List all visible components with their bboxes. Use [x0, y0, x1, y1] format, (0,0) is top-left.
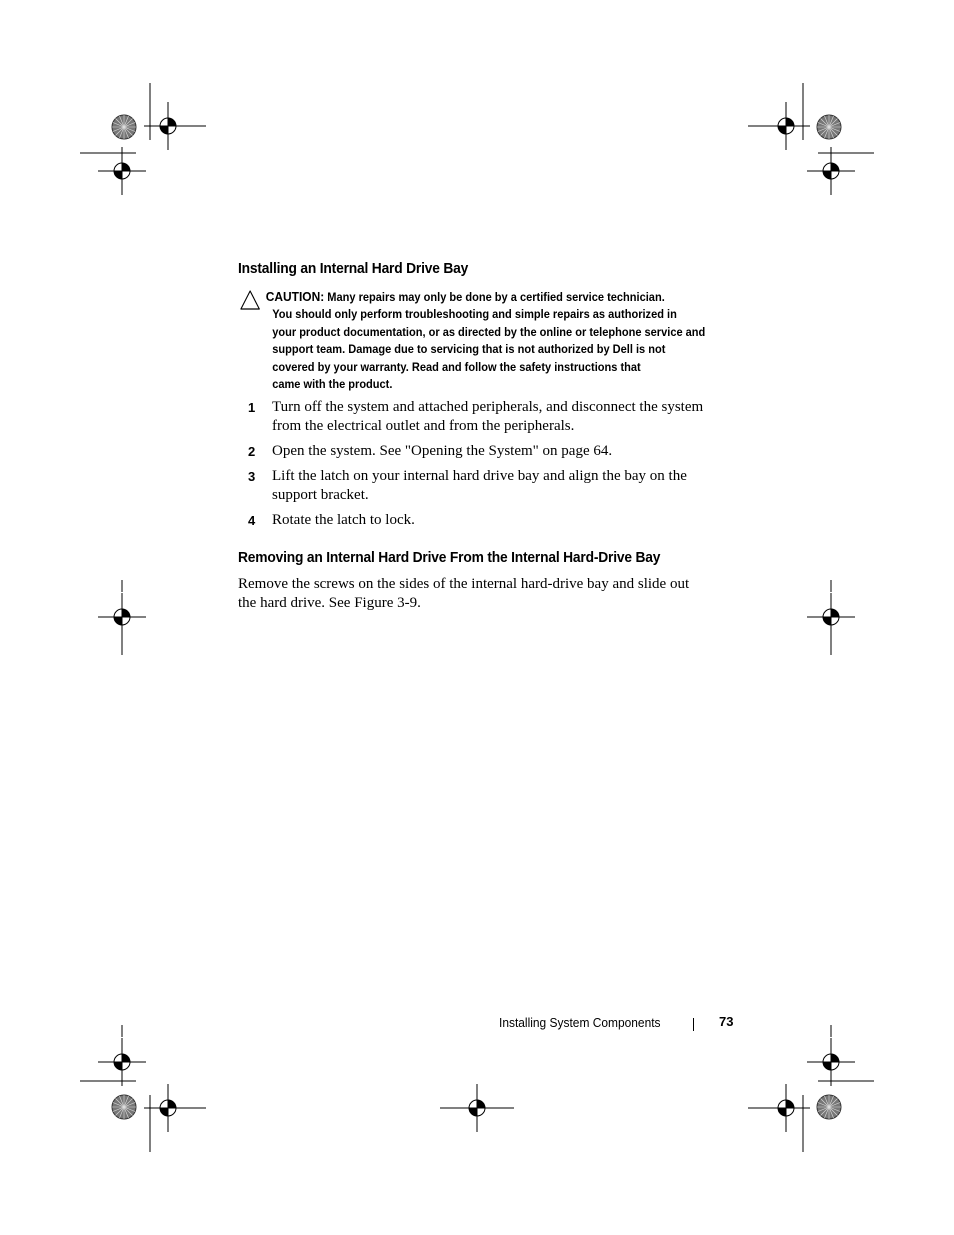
step-number: 2	[248, 444, 256, 459]
section-heading: Installing an Internal Hard Drive Bay	[238, 260, 469, 277]
footer-section-title: Installing System Components	[499, 1015, 661, 1030]
body-text-line: the hard drive. See Figure 3-9.	[238, 595, 421, 611]
caution-text-line: Many repairs may only be done by a certified service technician.	[327, 290, 665, 304]
caution-text-line: covered by your warranty. Read and follow the safety instructions that	[272, 359, 641, 374]
step-item	[248, 511, 748, 530]
step-number: 3	[248, 469, 256, 484]
step-text: support bracket.	[272, 487, 369, 503]
step-text: Lift the latch on your internal hard drive bay and align the bay on the	[272, 468, 687, 484]
caution-text-line: You should only perform troubleshooting and simple repairs as authorized in	[272, 307, 677, 322]
caution-label: CAUTION:	[265, 289, 325, 304]
caution-text-line: your product documentation, or as directed by the online or telephone service and	[272, 324, 706, 339]
page-number: 73	[719, 1014, 734, 1029]
subsection-heading: Removing an Internal Hard Drive From the Internal Hard-Drive Bay	[238, 549, 661, 566]
caution-notice	[240, 288, 737, 393]
caution-text-line: came with the product.	[272, 377, 393, 392]
step-number: 1	[248, 400, 256, 415]
step-text: Turn off the system and attached peripherals, and disconnect the system	[272, 399, 704, 415]
step-text: Open the system. See "Opening the System" on page 64.	[272, 443, 613, 459]
step-item	[248, 442, 748, 461]
caution-triangle-icon	[240, 290, 260, 310]
footer-divider	[693, 1018, 694, 1031]
step-text: Rotate the latch to lock.	[272, 512, 415, 528]
subsection-body	[238, 575, 738, 613]
procedure-steps	[248, 398, 748, 536]
body-text-line: Remove the screws on the sides of the internal hard-drive bay and slide out	[238, 576, 690, 592]
step-item	[248, 467, 748, 505]
caution-text-line: support team. Damage due to servicing that is not authorized by Dell is not	[272, 342, 666, 357]
step-text: from the electrical outlet and from the peripherals.	[272, 418, 575, 434]
step-item	[248, 398, 748, 436]
step-number: 4	[248, 513, 256, 528]
